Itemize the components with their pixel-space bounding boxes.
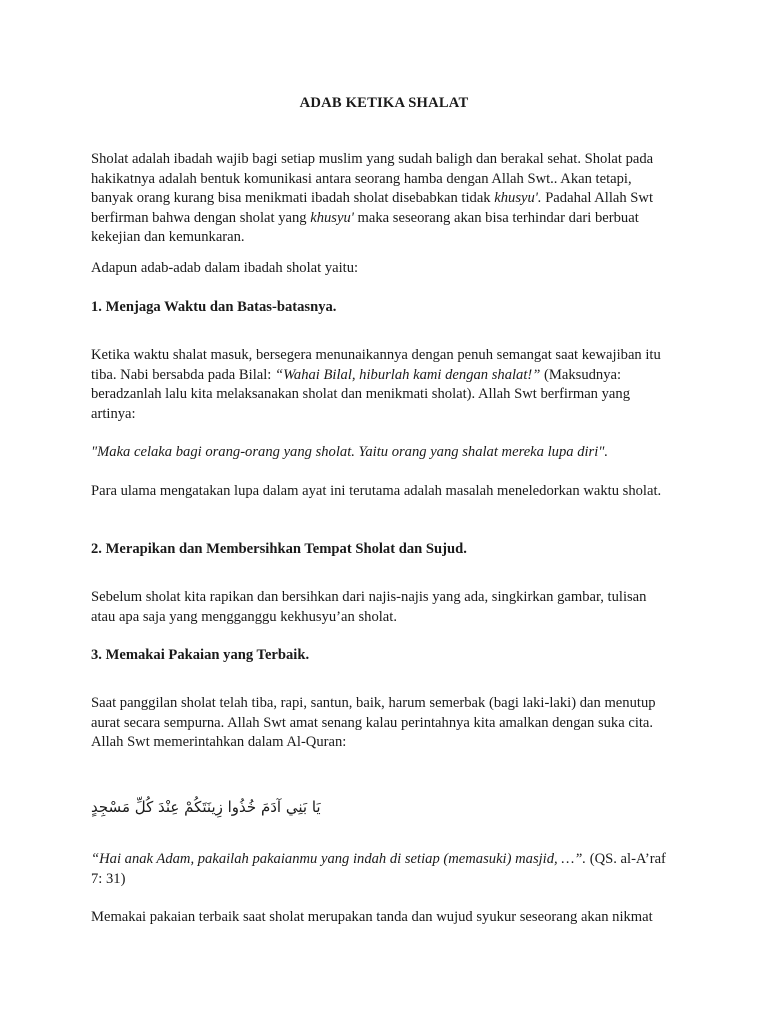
arabic-verse: يَا بَنِي آدَمَ خُذُوا زِينَتَكُمْ عِنْدَ كُلِّ مَسْجِدٍ	[91, 798, 321, 816]
section-3-paragraph: Saat panggilan sholat telah tiba, rapi, santun, baik, harum semerbak (bagi laki-laki) dan menutup aurat secara sempurna. Allah Swt amat senang kalau perintahnya kita amalkan dengan suka cita. Allah Swt memerintahkan dalam Al-Quran:	[91, 695, 656, 750]
document-title: ADAB KETIKA SHALAT	[299, 95, 469, 111]
section-2-heading: 2. Merapikan dan Membersihkan Tempat Sholat dan Sujud.	[91, 541, 467, 557]
intro-paragraph: Sholat adalah ibadah wajib bagi setiap muslim yang sudah baligh dan berakal sehat. Sholat pada hakikatnya adalah bentuk komunikasi antara seorang hamba dengan Allah Swt.. Akan tetapi, banyak orang kurang bisa menikmati ibadah sholat disebabkan tidak khusyu'. Padahal Allah Swt berfirman bahwa dengan sholat yang khusyu' maka seseorang akan bisa terhindar dari berbuat kekejian dan kemunkaran.	[91, 151, 654, 245]
section-1-heading: 1. Menjaga Waktu dan Batas-batasnya.	[91, 299, 337, 315]
verse-translation: “Hai anak Adam, pakailah pakaianmu yang indah di setiap (memasuki) masjid, …”. (QS. al-A’raf 7: 31)	[91, 851, 666, 887]
section-1-verse: "Maka celaka bagi orang-orang yang sholat. Yaitu orang yang shalat mereka lupa diri".	[91, 444, 609, 460]
intro-list-lead: Adapun adab-adab dalam ibadah sholat yaitu:	[91, 260, 359, 276]
section-2-paragraph: Sebelum sholat kita rapikan dan bersihkan dari najis-najis yang ada, singkirkan gambar, tulisan atau apa saja yang mengganggu kekhusyu’an sholat.	[91, 589, 647, 625]
section-3-paragraph-2: Memakai pakaian terbaik saat sholat merupakan tanda dan wujud syukur seseorang akan nikmat	[91, 909, 653, 925]
section-1-paragraph-2: Para ulama mengatakan lupa dalam ayat ini terutama adalah masalah meneledorkan waktu sholat.	[91, 483, 662, 499]
section-1-paragraph: Ketika waktu shalat masuk, bersegera menunaikannya dengan penuh semangat saat kewajiban itu tiba. Nabi bersabda pada Bilal: “Wahai Bilal, hiburlah kami dengan shalat!” (Maksudnya: beradzanlah lalu kita melaksanakan sholat dan menikmati sholat). Allah Swt berfirman yang artinya:	[91, 347, 661, 422]
section-3-heading: 3. Memakai Pakaian yang Terbaik.	[91, 647, 310, 663]
